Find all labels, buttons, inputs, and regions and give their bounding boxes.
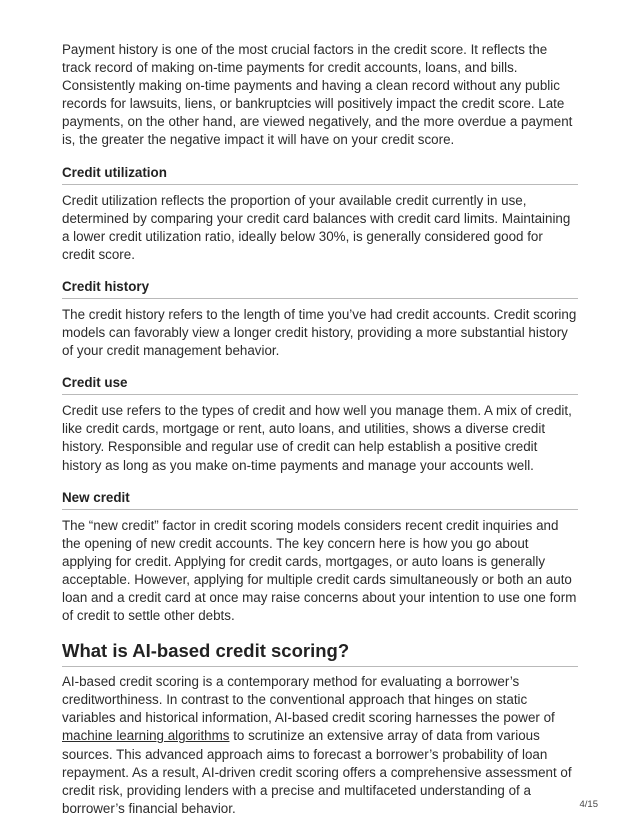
credit-utilization-paragraph: Credit utilization reflects the proportion of your available credit currently in use, determined by comparing your credit card balances with credit card limits. Maintaining a lower credit utilization ratio, ideally below 30%, is generally considered good for credit score.	[62, 192, 571, 262]
credit-use-paragraph: Credit use refers to the types of credit and how well you manage them. A mix of credit, like credit cards, mortgage or rent, auto loans, and utilities, shows a diverse credit history. Responsible and regular use of credit can help establish a positive credit history as long as you make on-time payments and manage your accounts well.	[62, 403, 572, 473]
heading-ai-based-credit-scoring: What is AI-based credit scoring?	[62, 640, 578, 667]
ai-text-after-link: to scrutinize an extensive array of data from various sources. This advanced approach aims to forecast a borrower’s probability of loan repayment. As a result, AI-driven credit scoring offers a comprehensive assessment of credit risk, providing lenders with a precise and multifaceted understanding of a borrower’s financial behavior.	[62, 728, 572, 816]
document-page	[62, 41, 578, 818]
heading-new-credit: New credit	[62, 489, 578, 510]
ai-credit-scoring-paragraph	[62, 673, 578, 818]
new-credit-paragraph: The “new credit” factor in credit scoring models considers recent credit inquiries and the opening of new credit accounts. The key concern here is how you go about applying for credit. Applying for credit cards, mortgages, or auto loans is generally acceptable. However, applying for multiple credit cards simultaneously or both an auto loan and a credit card at once may raise concerns about your intention to use one form of credit to settle other debts.	[62, 517, 577, 624]
heading-credit-utilization: Credit utilization	[62, 164, 578, 185]
credit-history-paragraph: The credit history refers to the length of time you’ve had credit accounts. Credit scoring models can favorably view a longer credit history, providing a more substantial history of your credit management behavior.	[62, 306, 577, 359]
heading-credit-use: Credit use	[62, 374, 578, 395]
ai-text-before-link: AI-based credit scoring is a contemporary method for evaluating a borrower’s creditworthiness. In contrast to the conventional approach that hinges on static variables and historical information, AI-based credit scoring harnesses the power of	[62, 674, 555, 726]
heading-credit-history: Credit history	[62, 278, 578, 299]
machine-learning-algorithms-link[interactable]: machine learning algorithms	[62, 728, 230, 744]
payment-history-paragraph: Payment history is one of the most crucial factors in the credit score. It reflects the track record of making on-time payments for credit accounts, loans, and bills. Consistently making on-time payments and having a clean record without any public records for lawsuits, liens, or bankruptcies will positively impact the credit score. Late payments, on the other hand, are viewed negatively, and the more overdue a payment is, the greater the negative impact it will have on your credit score.	[62, 42, 573, 148]
page-number: 4/15	[579, 799, 598, 810]
